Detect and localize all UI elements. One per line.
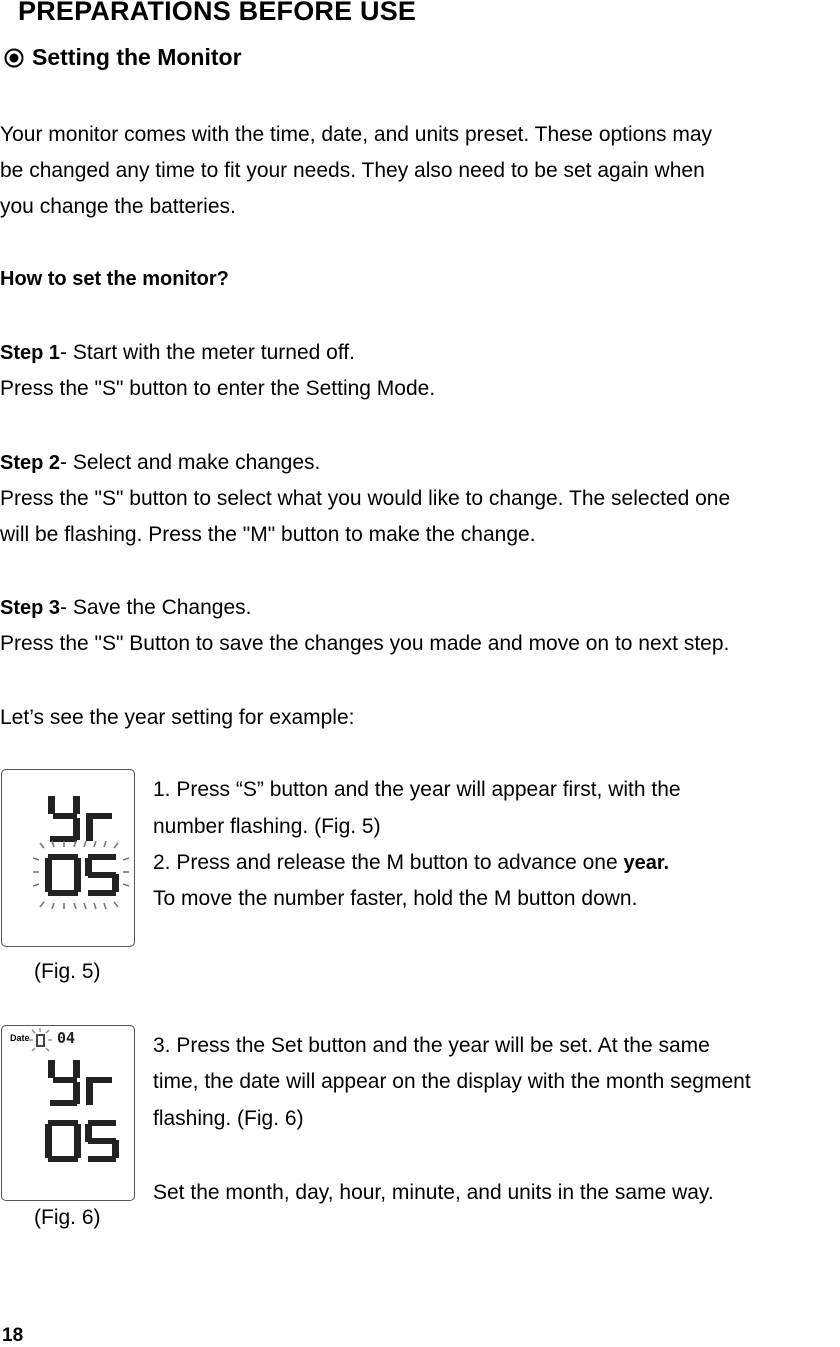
date-label: Date <box>10 1033 30 1043</box>
date-value: 04 <box>57 1029 76 1047</box>
lcd-digits-icon <box>2 770 134 946</box>
fig5-line: number flashing. (Fig. 5) <box>153 815 381 838</box>
step-3-label: Step 3 <box>0 597 61 619</box>
fig6-closing: Set the month, day, hour, minute, and units in the same way. <box>153 1181 714 1204</box>
page-number: 18 <box>2 1325 24 1346</box>
circle-bullet-icon <box>4 48 24 68</box>
step-3-line: Press the "S" Button to save the changes you made and move on to next step. <box>0 632 730 655</box>
step-3-heading <box>0 596 251 620</box>
fig5-line: 1. Press “S” button and the year will appear first, with the <box>153 778 681 801</box>
fig5-line3-bold: year. <box>623 852 670 874</box>
lcd-digits-icon <box>2 1026 134 1200</box>
step-2-line: Press the "S" button to select what you would like to change. The selected one <box>0 487 731 510</box>
step-3-summary: - Save the Changes. <box>60 596 252 619</box>
fig6-caption: (Fig. 6) <box>34 1206 101 1229</box>
section-title-text: Setting the Monitor <box>32 44 242 70</box>
step-2-heading <box>0 451 320 475</box>
step-1-summary: - Start with the meter turned off. <box>60 341 355 364</box>
how-to-heading: How to set the monitor? <box>0 268 229 290</box>
page-header: PREPARATIONS BEFORE USE <box>18 0 417 26</box>
fig5-line <box>153 851 669 875</box>
intro-paragraph <box>0 117 712 225</box>
section-title <box>4 44 242 71</box>
fig6-line: flashing. (Fig. 6) <box>153 1107 304 1130</box>
fig5-caption: (Fig. 5) <box>34 960 101 983</box>
intro-line: be changed any time to fit your needs. They also need to be set again when <box>0 159 705 182</box>
fig5-line: To move the number faster, hold the M button down. <box>153 887 638 910</box>
intro-line: you change the batteries. <box>0 195 236 218</box>
step-1-label: Step 1 <box>0 342 61 364</box>
step-2-line: will be flashing. Press the "M" button to make the change. <box>0 523 536 546</box>
step-2-summary: - Select and make changes. <box>60 451 321 474</box>
fig6-display <box>1 1025 135 1201</box>
step-1-line: Press the "S" button to enter the Setting Mode. <box>0 377 436 400</box>
step-2-label: Step 2 <box>0 452 61 474</box>
fig5-line3-text: 2. Press and release the M button to advance one <box>153 851 624 874</box>
intro-line: Your monitor comes with the time, date, and units preset. These options may <box>0 123 713 146</box>
fig6-line: 3. Press the Set button and the year will be set. At the same <box>153 1034 710 1057</box>
fig6-line: time, the date will appear on the display with the month segment <box>153 1070 751 1093</box>
example-intro: Let’s see the year setting for example: <box>0 706 355 729</box>
fig5-display <box>1 769 135 947</box>
step-1-heading <box>0 341 355 365</box>
